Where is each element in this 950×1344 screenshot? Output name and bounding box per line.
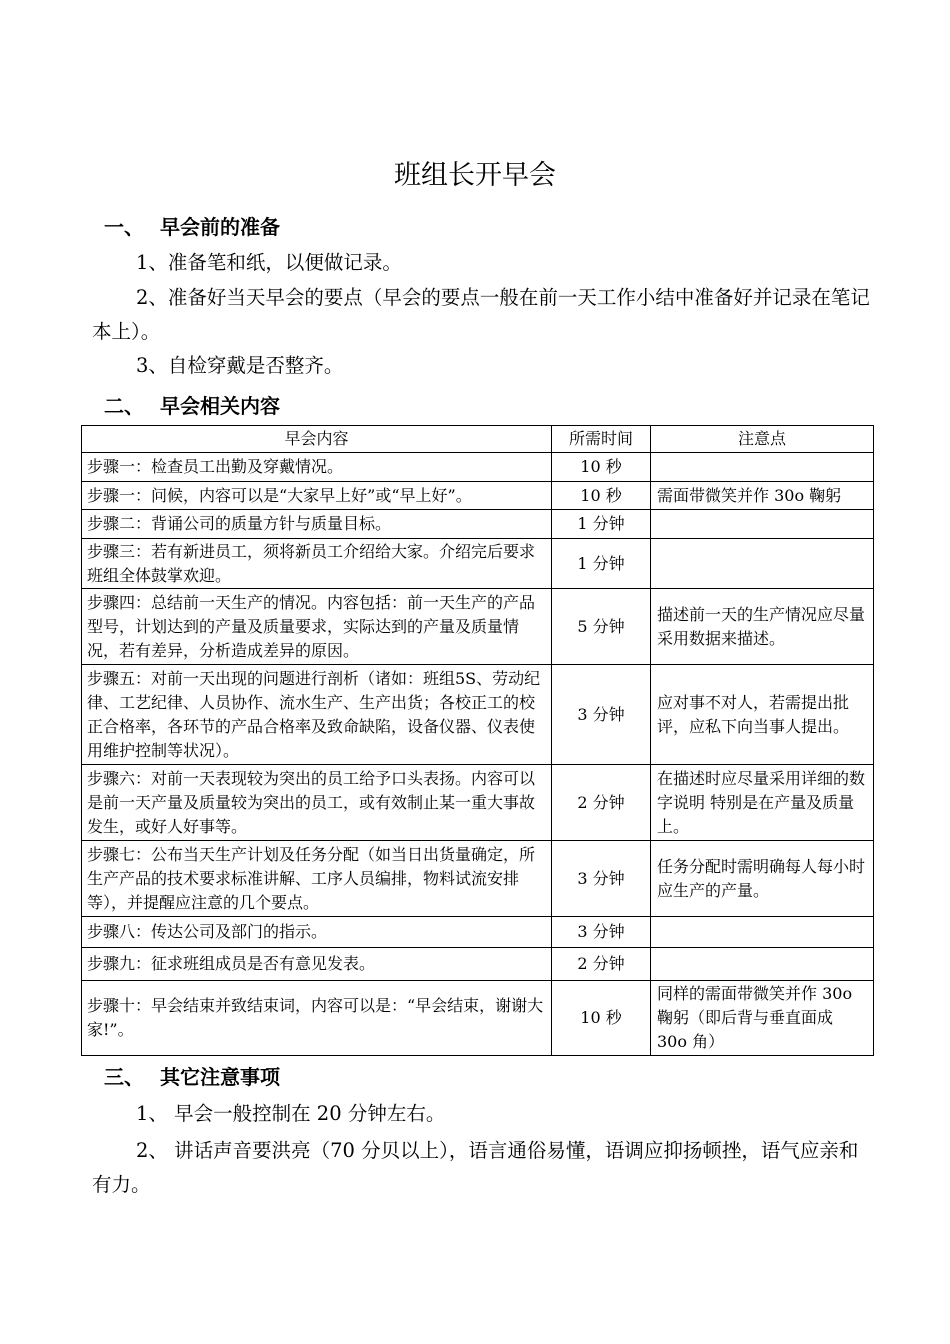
table-row (82, 589, 874, 665)
row-note: 描述前一天的生产情况应尽量采用数据来描述。 (651, 589, 874, 665)
section1-title: 早会前的准备 (160, 215, 280, 239)
row-content: 步骤九：征求班组成员是否有意见发表。 (82, 948, 552, 981)
row-time: 1 分钟 (552, 510, 651, 539)
row-content: 步骤十：早会结束并致结束词，内容可以是：“早会结束，谢谢大家!”。 (82, 981, 552, 1056)
row-note: 同样的需面带微笑并作 30o 鞠躬（即后背与垂直面成 30o 角） (651, 981, 874, 1056)
row-content: 步骤四：总结前一天生产的情况。内容包括：前一天生产的产品型号，计划达到的产量及质量要求，实际达到的产量及质量情况，若有差异，分析造成差异的原因。 (82, 589, 552, 665)
table-row (82, 539, 874, 589)
meeting-steps-table (81, 425, 874, 1056)
row-time: 5 分钟 (552, 589, 651, 665)
row-content: 步骤六：对前一天表现较为突出的员工给予口头表扬。内容可以是前一天产量及质量较为突出的员工，或有效制止某一重大事故发生，或好人好事等。 (82, 765, 552, 841)
section1-item-1: 1、准备笔和纸，以便做记录。 (136, 251, 402, 274)
row-time: 10 秒 (552, 482, 651, 510)
row-content: 步骤五：对前一天出现的问题进行剖析（诸如：班组5S、劳动纪律、工艺纪律、人员协作、流水生产、生产出货；各校正工的校正合格率，各环节的产品合格率及致命缺陷，设备仪器、仪表使用维护控制等状况）。 (82, 665, 552, 765)
row-note (651, 510, 874, 539)
section1-item-3: 3、自检穿戴是否整齐。 (136, 354, 344, 377)
section2-number: 二、 (104, 394, 144, 418)
header-note: 注意点 (651, 426, 874, 453)
table-row (82, 453, 874, 482)
section2-title: 早会相关内容 (160, 394, 280, 418)
table-row (82, 665, 874, 765)
row-note (651, 453, 874, 482)
row-note: 在描述时应尽量采用详细的数字说明 特别是在产量及质量上。 (651, 765, 874, 841)
row-time: 10 秒 (552, 981, 651, 1056)
table-row (82, 510, 874, 539)
row-note: 任务分配时需明确每人每小时应生产的产量。 (651, 841, 874, 917)
row-content: 步骤一：问候，内容可以是“大家早上好”或“早上好”。 (82, 482, 552, 510)
row-time: 2 分钟 (552, 948, 651, 981)
header-time: 所需时间 (552, 426, 651, 453)
section1-number: 一、 (104, 215, 144, 239)
row-content: 步骤二：背诵公司的质量方针与质量目标。 (82, 510, 552, 539)
table-header-row (82, 426, 874, 453)
row-note (651, 948, 874, 981)
row-content: 步骤三：若有新进员工，须将新员工介绍给大家。介绍完后要求班组全体鼓掌欢迎。 (82, 539, 552, 589)
section3-title: 其它注意事项 (160, 1065, 280, 1089)
row-time: 1 分钟 (552, 539, 651, 589)
section3-item-2: 2、 讲话声音要洪亮（70 分贝以上），语言通俗易懂，语调应抑扬顿挫，语气应亲和有力。 (92, 1139, 859, 1196)
table-row (82, 482, 874, 510)
section2-heading (104, 392, 280, 420)
section3-heading (104, 1063, 280, 1091)
row-time: 3 分钟 (552, 917, 651, 948)
section3-item-1: 1、 早会一般控制在 20 分钟左右。 (136, 1102, 446, 1125)
section3-number: 三、 (104, 1065, 144, 1089)
table-row (82, 948, 874, 981)
table-row (82, 981, 874, 1056)
row-time: 3 分钟 (552, 841, 651, 917)
row-content: 步骤一：检查员工出勤及穿戴情况。 (82, 453, 552, 482)
row-note (651, 539, 874, 589)
row-note (651, 917, 874, 948)
row-time: 2 分钟 (552, 765, 651, 841)
row-content: 步骤八：传达公司及部门的指示。 (82, 917, 552, 948)
row-time: 10 秒 (552, 453, 651, 482)
table-row (82, 841, 874, 917)
table-row (82, 765, 874, 841)
table-row (82, 917, 874, 948)
row-note: 需面带微笑并作 30o 鞠躬 (651, 482, 874, 510)
row-content: 步骤七：公布当天生产计划及任务分配（如当日出货量确定，所生产产品的技术要求标准讲解、工序人员编排，物料试流安排等），并提醒应注意的几个要点。 (82, 841, 552, 917)
row-time: 3 分钟 (552, 665, 651, 765)
row-note: 应对事不对人，若需提出批评，应私下向当事人提出。 (651, 665, 874, 765)
page-title: 班组长开早会 (394, 160, 556, 191)
section1-item-2: 2、准备好当天早会的要点（早会的要点一般在前一天工作小结中准备好并记录在笔记本上）。 (92, 286, 870, 343)
section1-heading (104, 213, 280, 241)
header-content: 早会内容 (82, 426, 552, 453)
